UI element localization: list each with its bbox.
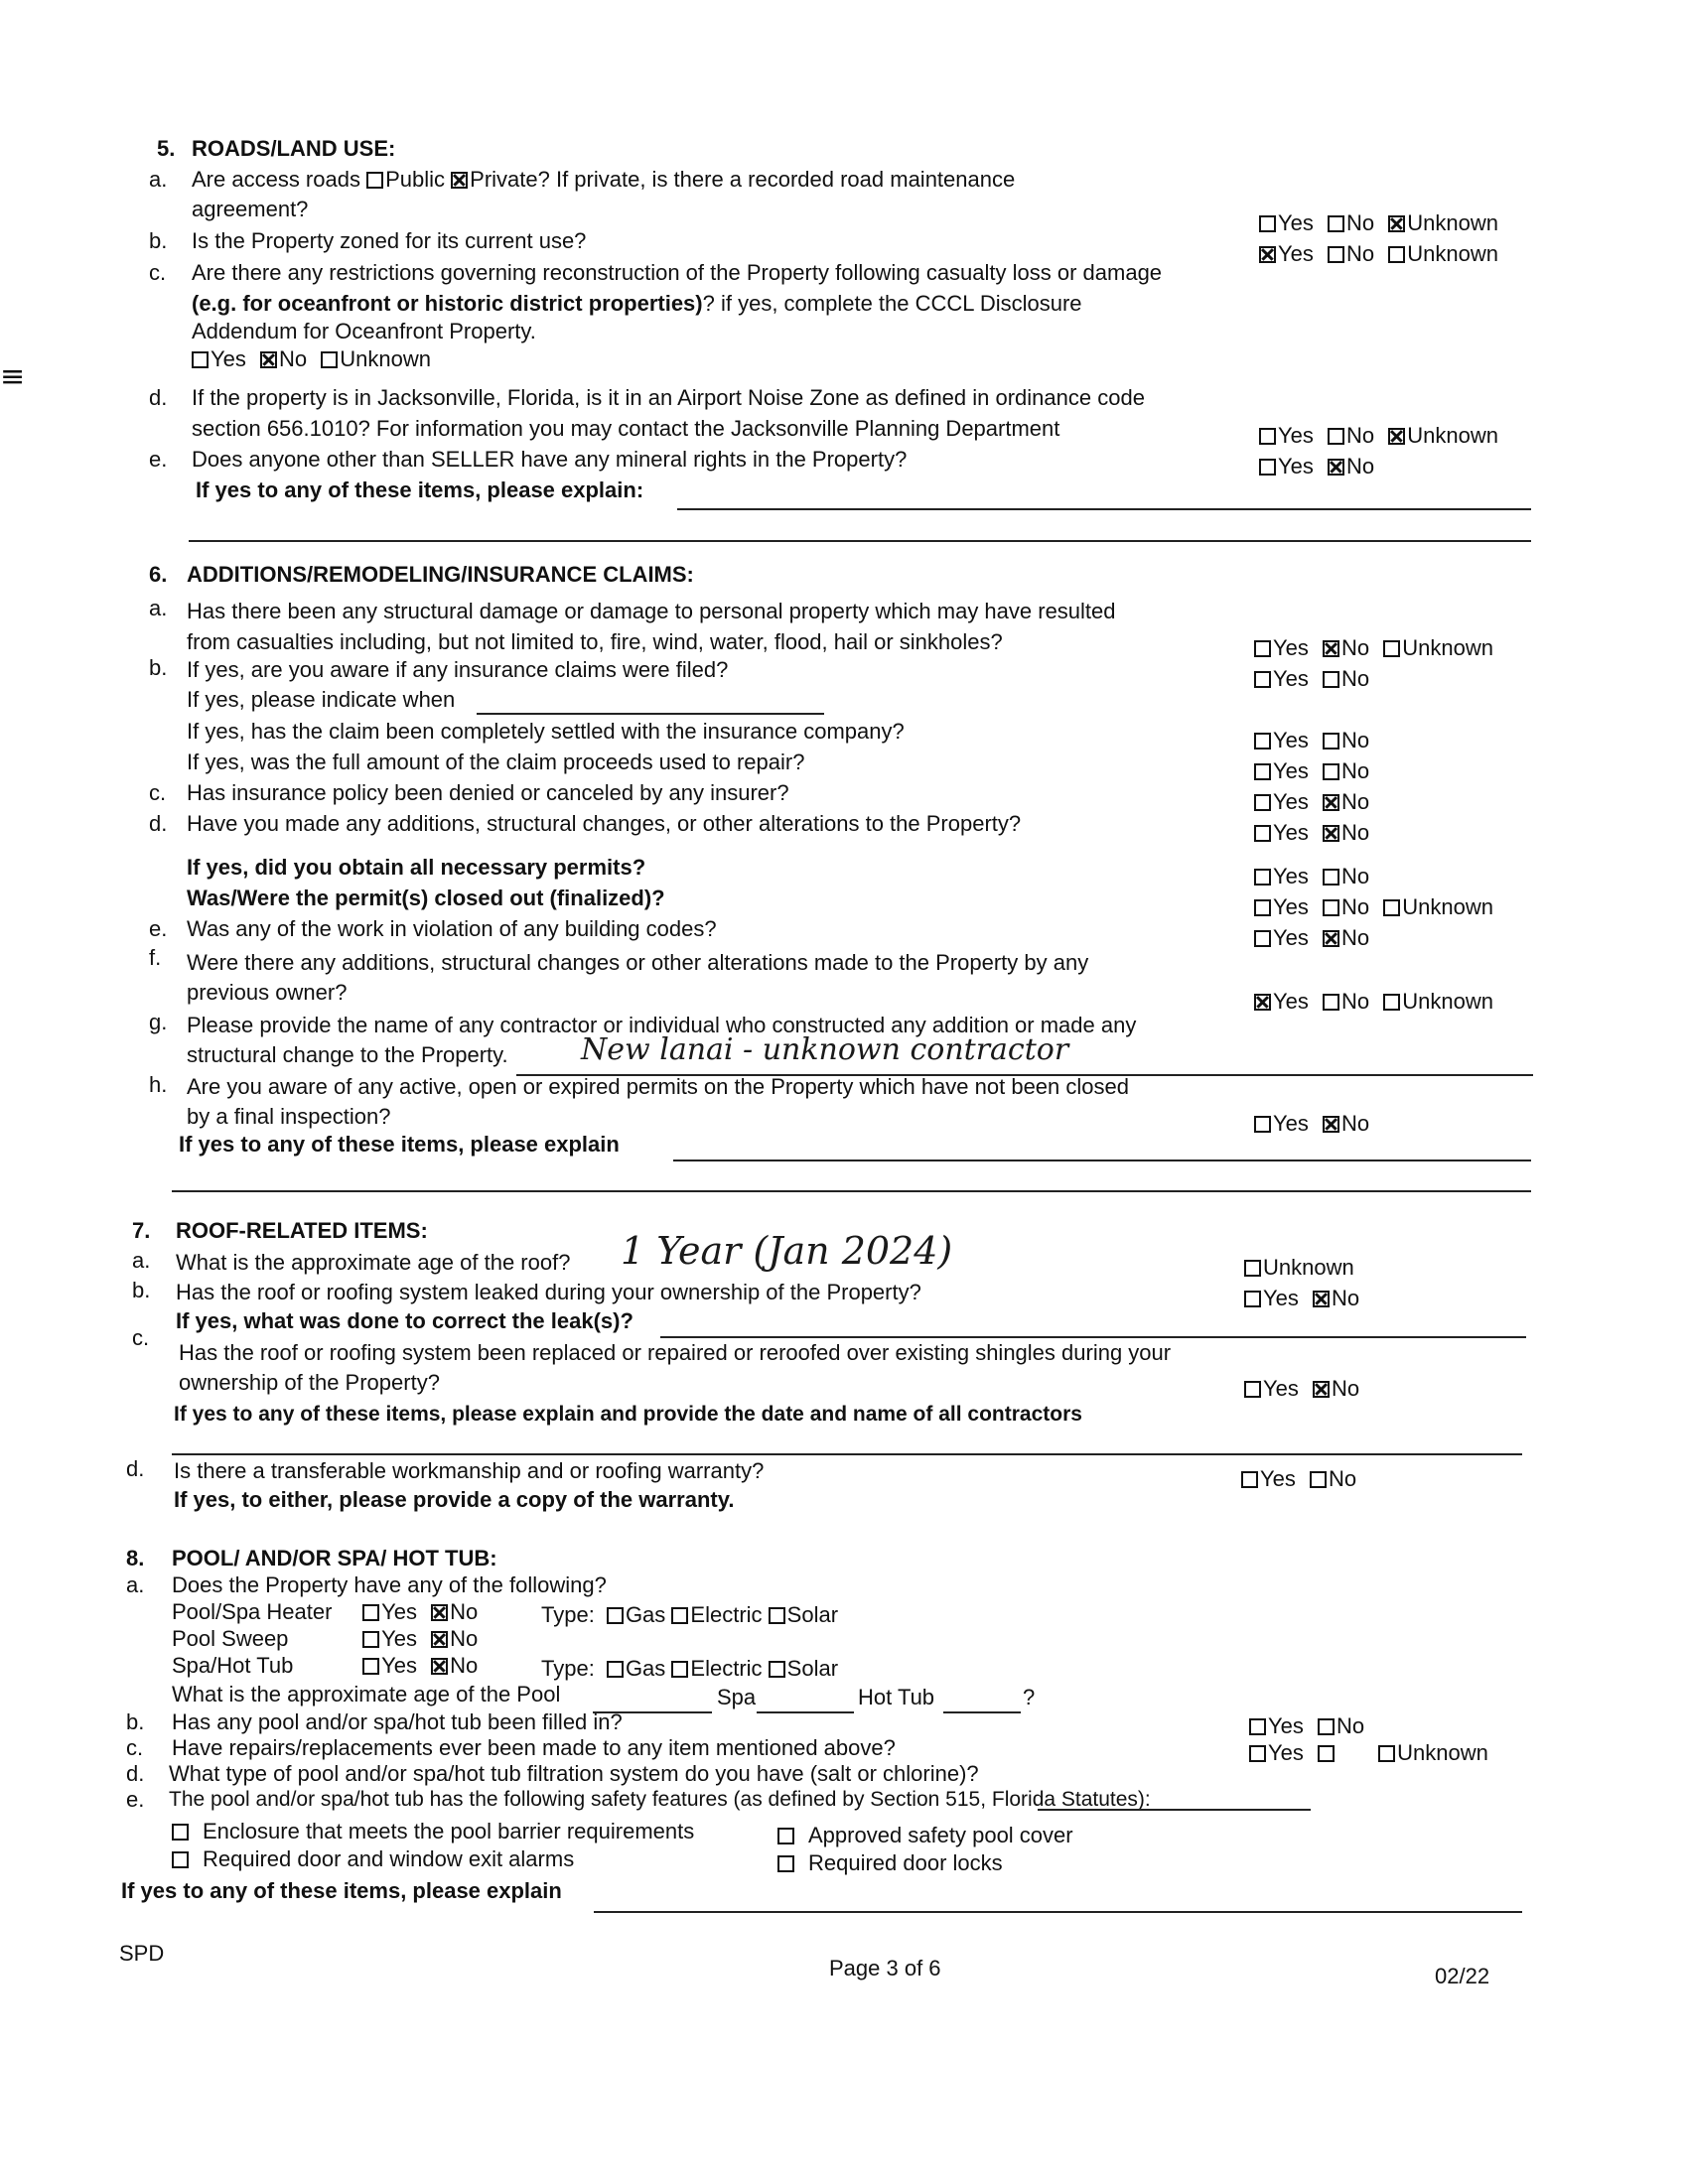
safety-cover-checkbox[interactable] — [777, 1828, 794, 1844]
item-7c-question: Has the roof or roofing system been replaced or repaired or reroofed over existing shingles during your — [179, 1340, 1172, 1365]
yes-checkbox[interactable] — [1254, 640, 1271, 657]
explain-line — [677, 508, 1531, 510]
section-5-title: ROADS/LAND USE: — [192, 136, 396, 161]
footer-form-code: SPD — [119, 1941, 165, 1966]
yes-checkbox[interactable] — [1254, 825, 1271, 842]
no-checkbox[interactable] — [1323, 930, 1339, 947]
item-5d-question-cont: section 656.1010? For information you may contact the Jacksonville Planning Department — [192, 416, 1060, 441]
section-5-explain-label: If yes to any of these items, please explain: — [196, 478, 644, 502]
no-checkbox[interactable] — [1313, 1291, 1330, 1307]
gas-checkbox[interactable] — [607, 1661, 624, 1678]
safety-feature-alarms: Required door and window exit alarms — [172, 1846, 574, 1872]
item-letter: e. — [126, 1787, 145, 1812]
section-6-number: 6. — [149, 562, 168, 587]
section-5-number: 5. — [157, 136, 176, 161]
yes-checkbox[interactable] — [1254, 671, 1271, 688]
item-letter: d. — [126, 1456, 145, 1481]
item-7c-answers: Yes No — [1244, 1376, 1359, 1402]
yes-checkbox[interactable] — [1254, 869, 1271, 886]
electric-checkbox[interactable] — [671, 1607, 688, 1624]
item-letter: b. — [132, 1278, 151, 1302]
item-6e-question: Was any of the work in violation of any building codes? — [187, 916, 717, 941]
yes-checkbox[interactable] — [1249, 1718, 1266, 1735]
handwritten-contractor-answer: New lanai - unknown contractor — [581, 1032, 1069, 1067]
item-6g-question-cont: structural change to the Property. — [187, 1042, 508, 1067]
hot-tub-row: Spa/Hot Tub Yes No — [172, 1653, 479, 1678]
yes-checkbox[interactable] — [1259, 215, 1276, 232]
pool-heater-row: Pool/Spa Heater Yes No — [172, 1599, 479, 1624]
safety-feature-locks: Required door locks — [777, 1850, 1003, 1876]
item-6b-repair-question: If yes, was the full amount of the claim proceeds used to repair? — [187, 750, 805, 774]
item-letter: b. — [126, 1709, 145, 1734]
yes-checkbox[interactable] — [1254, 794, 1271, 811]
item-7d-warranty-note: If yes, to either, please provide a copy of the warranty. — [174, 1487, 735, 1512]
item-6f-question: Were there any additions, structural changes or other alterations made to the Property by any — [187, 950, 1089, 975]
item-letter: e. — [149, 447, 168, 472]
item-7b-correct-label: If yes, what was done to correct the leak(s)? — [176, 1308, 633, 1333]
section-6-title: ADDITIONS/REMODELING/INSURANCE CLAIMS: — [187, 562, 694, 587]
hot-tub-age-label: Hot Tub — [858, 1685, 935, 1709]
item-letter: a. — [132, 1248, 151, 1273]
item-letter: b. — [149, 655, 168, 680]
unknown-checkbox[interactable] — [1388, 246, 1405, 263]
item-6b-repair-answers: Yes No — [1254, 758, 1369, 784]
no-checkbox[interactable] — [1323, 733, 1339, 750]
no-checkbox[interactable] — [1323, 671, 1339, 688]
item-7d-question: Is there a transferable workmanship and or roofing warranty? — [174, 1458, 765, 1483]
item-6g-question: Please provide the name of any contractor or individual who constructed any addition or made any — [187, 1013, 1137, 1037]
yes-checkbox[interactable] — [1254, 930, 1271, 947]
explain-line — [673, 1160, 1531, 1161]
item-7d-answers: Yes No — [1241, 1466, 1356, 1492]
item-8c-answers: Yes Unknown — [1249, 1740, 1488, 1766]
heater-type-row: Type: Gas Electric Solar — [541, 1602, 839, 1627]
yes-checkbox[interactable] — [1259, 459, 1276, 476]
unknown-checkbox[interactable] — [1244, 1260, 1261, 1277]
section-6-explain-label: If yes to any of these items, please explain — [179, 1132, 620, 1157]
item-letter: e. — [149, 916, 168, 941]
door-locks-checkbox[interactable] — [777, 1855, 794, 1872]
yes-checkbox[interactable] — [1254, 1116, 1271, 1133]
hottub-yes-checkbox[interactable] — [362, 1658, 379, 1675]
item-8c-question: Have repairs/replacements ever been made to any item mentioned above? — [172, 1735, 896, 1760]
item-7c-question-cont: ownership of the Property? — [179, 1370, 440, 1395]
section-8-title: POOL/ AND/OR SPA/ HOT TUB: — [172, 1546, 497, 1570]
hot-tub-age-line — [943, 1711, 1021, 1713]
item-7c-explain-label: If yes to any of these items, please explain and provide the date and name of all contractors — [174, 1403, 1082, 1426]
item-letter: a. — [149, 167, 168, 192]
item-6h-answers: Yes No — [1254, 1111, 1369, 1137]
safety-feature-enclosure: Enclosure that meets the pool barrier requirements — [172, 1819, 694, 1844]
item-6c-question: Has insurance policy been denied or canceled by any insurer? — [187, 780, 789, 805]
item-5d-answers: Yes No Unknown — [1259, 423, 1498, 449]
unknown-checkbox[interactable] — [1388, 428, 1405, 445]
yes-checkbox[interactable] — [192, 351, 209, 368]
solar-checkbox[interactable] — [769, 1661, 785, 1678]
unknown-checkbox[interactable] — [1388, 215, 1405, 232]
explain-line — [594, 1911, 1522, 1913]
item-letter: f. — [149, 945, 162, 970]
section-8-explain-label: If yes to any of these items, please explain — [121, 1878, 562, 1903]
item-6d-answers: Yes No — [1254, 820, 1369, 846]
no-checkbox[interactable] — [1323, 899, 1339, 916]
no-checkbox[interactable] — [260, 351, 277, 368]
explain-line — [172, 1190, 1531, 1192]
yes-checkbox[interactable] — [1254, 994, 1271, 1011]
item-5e-question: Does anyone other than SELLER have any mineral rights in the Property? — [192, 447, 908, 472]
safety-feature-cover: Approved safety pool cover — [777, 1823, 1073, 1848]
pool-sweep-row: Pool Sweep Yes No — [172, 1626, 479, 1651]
page-number: Page 3 of 6 — [829, 1956, 941, 1980]
public-checkbox[interactable] — [366, 172, 383, 189]
yes-checkbox[interactable] — [1254, 763, 1271, 780]
yes-checkbox[interactable] — [1241, 1471, 1258, 1488]
age-question-mark: ? — [1023, 1685, 1036, 1709]
item-6a-answers: Yes No Unknown — [1254, 635, 1493, 661]
item-6h-question: Are you aware of any active, open or expired permits on the Property which have not been closed — [187, 1074, 1129, 1099]
item-5a-question: Are access roads Public Private? If private, is there a recorded road maintenance — [192, 167, 1016, 192]
answer-line — [172, 1453, 1522, 1455]
item-letter: c. — [149, 260, 167, 285]
item-6d-closed-answers: Yes No Unknown — [1254, 894, 1493, 920]
item-letter: h. — [149, 1072, 168, 1097]
item-letter: a. — [149, 596, 168, 620]
item-5a-question-cont: agreement? — [192, 197, 309, 221]
item-5b-question: Is the Property zoned for its current use? — [192, 228, 587, 253]
pool-age-question: What is the approximate age of the Pool — [172, 1682, 561, 1706]
no-checkbox[interactable] — [1318, 1718, 1335, 1735]
item-6b-settled-question: If yes, has the claim been completely settled with the insurance company? — [187, 719, 905, 744]
no-checkbox[interactable] — [1323, 1116, 1339, 1133]
item-6b-answers: Yes No — [1254, 666, 1369, 692]
item-6d-closed-question: Was/Were the permit(s) closed out (finalized)? — [187, 886, 665, 910]
item-letter: c. — [149, 780, 167, 805]
item-letter: a. — [126, 1572, 145, 1597]
item-8a-question: Does the Property have any of the following? — [172, 1572, 607, 1597]
item-letter: g. — [149, 1010, 168, 1034]
sweep-yes-checkbox[interactable] — [362, 1631, 379, 1648]
when-line — [477, 713, 824, 715]
item-5c-question: Are there any restrictions governing reconstruction of the Property following casualty loss or damage — [192, 260, 1163, 285]
item-6f-question-cont: previous owner? — [187, 980, 348, 1005]
no-checkbox[interactable] — [1328, 246, 1344, 263]
no-checkbox[interactable] — [1328, 459, 1344, 476]
electric-checkbox[interactable] — [671, 1661, 688, 1678]
no-checkbox[interactable] — [1313, 1381, 1330, 1398]
item-8b-question: Has any pool and/or spa/hot tub been filled in? — [172, 1709, 623, 1734]
handwritten-roof-age: 1 Year (Jan 2024) — [621, 1229, 953, 1273]
item-5c-question-cont: (e.g. for oceanfront or historic district properties)? if yes, complete the CCCL Disclosure — [192, 291, 1082, 316]
item-6b-when-label: If yes, please indicate when — [187, 687, 456, 712]
no-checkbox[interactable] — [1310, 1471, 1327, 1488]
item-6a-question-cont: from casualties including, but not limited to, fire, wind, water, flood, hail or sinkholes? — [187, 629, 1003, 654]
no-checkbox[interactable] — [1323, 640, 1339, 657]
item-5d-question: If the property is in Jacksonville, Florida, is it in an Airport Noise Zone as defined in ordinance code — [192, 385, 1145, 410]
item-letter: c. — [126, 1735, 144, 1760]
spa-age-line — [757, 1711, 854, 1713]
item-6c-answers: Yes No — [1254, 789, 1369, 815]
item-letter: c. — [132, 1325, 150, 1350]
item-letter: d. — [126, 1761, 145, 1786]
yes-checkbox[interactable] — [1259, 246, 1276, 263]
item-letter: d. — [149, 811, 168, 836]
yes-checkbox[interactable] — [1249, 1745, 1266, 1762]
answer-line — [1038, 1809, 1311, 1811]
unknown-checkbox[interactable] — [1383, 640, 1400, 657]
hottub-type-row: Type: Gas Electric Solar — [541, 1656, 839, 1681]
item-8d-question: What type of pool and/or spa/hot tub filtration system do you have (salt or chlorine)? — [169, 1761, 979, 1786]
item-5c-answers: Yes No Unknown — [192, 346, 431, 372]
unknown-checkbox[interactable] — [321, 351, 338, 368]
footer-revision-date: 02/22 — [1435, 1964, 1490, 1988]
item-6e-answers: Yes No — [1254, 925, 1369, 951]
explain-line — [189, 540, 1531, 542]
item-6d-permits-question: If yes, did you obtain all necessary permits? — [187, 855, 646, 880]
no-checkbox[interactable] — [1323, 794, 1339, 811]
item-6a-question: Has there been any structural damage or damage to personal property which may have resulted — [187, 599, 1116, 623]
item-6d-permits-answers: Yes No — [1254, 864, 1369, 889]
no-checkbox[interactable] — [1323, 825, 1339, 842]
unknown-checkbox[interactable] — [1383, 899, 1400, 916]
item-letter: b. — [149, 228, 168, 253]
unknown-checkbox[interactable] — [1378, 1745, 1395, 1762]
item-5b-answers: Yes No Unknown — [1259, 241, 1498, 267]
alarms-checkbox[interactable] — [172, 1851, 189, 1868]
heater-no-checkbox[interactable] — [431, 1604, 448, 1621]
item-5e-answers: Yes No — [1259, 454, 1374, 479]
item-5c-question-cont: Addendum for Oceanfront Property. — [192, 319, 536, 343]
item-8b-answers: Yes No — [1249, 1713, 1364, 1739]
item-6d-question: Have you made any additions, structural changes, or other alterations to the Property? — [187, 811, 1022, 836]
section-7-number: 7. — [132, 1218, 151, 1243]
item-6b-question: If yes, are you aware if any insurance claims were filed? — [187, 657, 729, 682]
item-7a-question: What is the approximate age of the roof? — [176, 1250, 571, 1275]
sweep-no-checkbox[interactable] — [431, 1631, 448, 1648]
no-checkbox[interactable] — [1318, 1745, 1335, 1762]
item-letter: d. — [149, 385, 168, 410]
item-7a-answers: Unknown — [1244, 1255, 1354, 1281]
yes-checkbox[interactable] — [1254, 733, 1271, 750]
item-6h-question-cont: by a final inspection? — [187, 1104, 391, 1129]
private-checkbox[interactable] — [451, 172, 468, 189]
section-7-title: ROOF-RELATED ITEMS: — [176, 1218, 428, 1243]
hottub-no-checkbox[interactable] — [431, 1658, 448, 1675]
yes-checkbox[interactable] — [1254, 899, 1271, 916]
section-8-number: 8. — [126, 1546, 145, 1570]
no-checkbox[interactable] — [1328, 428, 1344, 445]
item-5a-answers: Yes No Unknown — [1259, 210, 1498, 236]
no-checkbox[interactable] — [1328, 215, 1344, 232]
answer-line — [660, 1336, 1526, 1338]
item-7b-question: Has the roof or roofing system leaked during your ownership of the Property? — [176, 1280, 921, 1304]
no-checkbox[interactable] — [1323, 869, 1339, 886]
yes-checkbox[interactable] — [1244, 1381, 1261, 1398]
gas-checkbox[interactable] — [607, 1607, 624, 1624]
no-checkbox[interactable] — [1323, 994, 1339, 1011]
spa-age-label: Spa — [717, 1685, 757, 1709]
no-checkbox[interactable] — [1323, 763, 1339, 780]
yes-checkbox[interactable] — [1244, 1291, 1261, 1307]
yes-checkbox[interactable] — [1259, 428, 1276, 445]
item-8e-question: The pool and/or spa/hot tub has the following safety features (as defined by Section 515, Florida Statutes): — [169, 1788, 1151, 1811]
unknown-checkbox[interactable] — [1383, 994, 1400, 1011]
item-7b-answers: Yes No — [1244, 1286, 1359, 1311]
heater-yes-checkbox[interactable] — [362, 1604, 379, 1621]
item-6b-settled-answers: Yes No — [1254, 728, 1369, 753]
scan-mark: ≡ — [0, 359, 26, 394]
solar-checkbox[interactable] — [769, 1607, 785, 1624]
enclosure-checkbox[interactable] — [172, 1824, 189, 1841]
item-6f-answers: Yes No Unknown — [1254, 989, 1493, 1015]
